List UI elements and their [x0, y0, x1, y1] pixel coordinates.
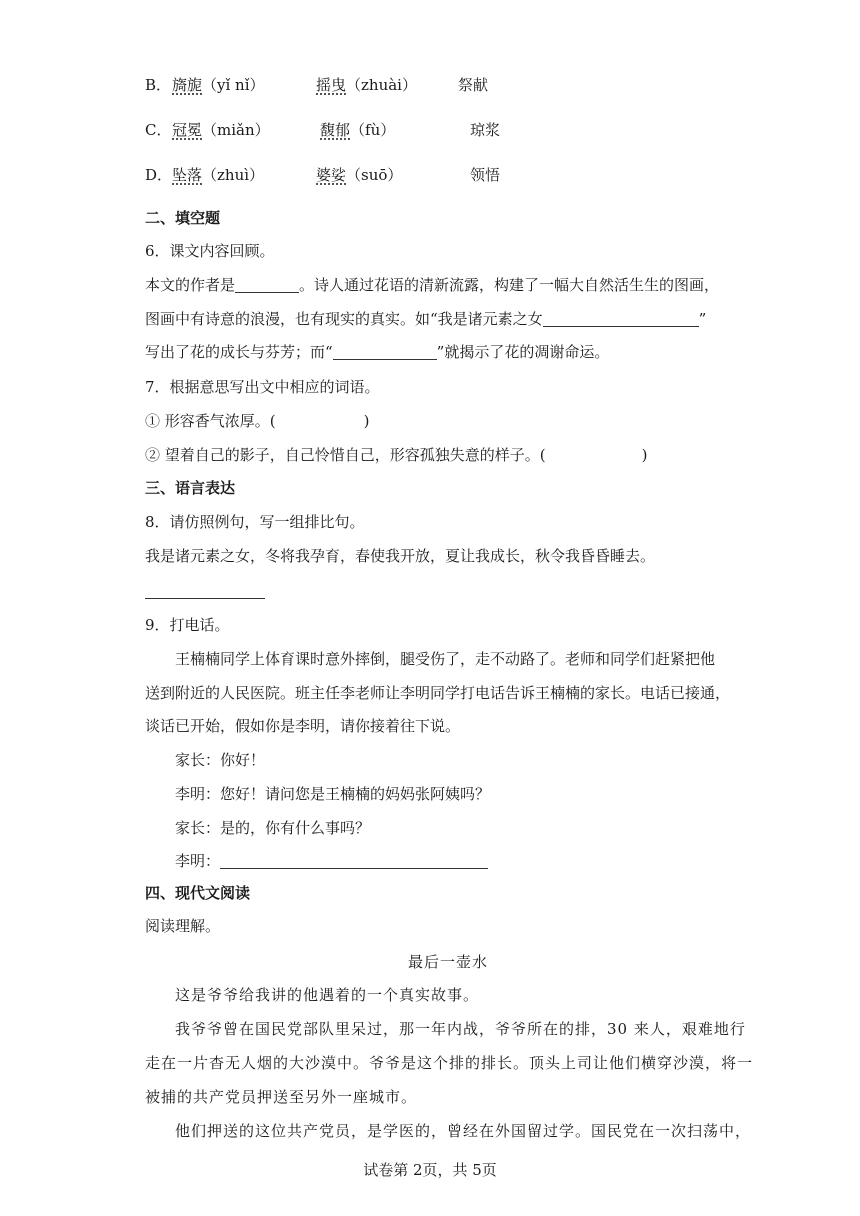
option-c-label: C．	[145, 121, 172, 139]
q9-paragraph-line-1: 王楠楠同学上体育课时意外摔倒，腿受伤了，走不动路了。老师和同学们赶紧把他	[175, 650, 716, 668]
passage-paragraph-2-line-2: 走在一片杳无人烟的大沙漠中。爷爷是这个排的排长。顶头上司让他们横穿沙漠，将一	[145, 1054, 754, 1072]
option-c-word2-pinyin: （fù）	[350, 121, 396, 139]
q6-line-2	[145, 312, 706, 327]
option-d-label: D．	[145, 166, 173, 184]
q6-line-1-text-b: 。诗人通过花语的清新流露，构建了一幅大自然活生生的图画，	[299, 276, 720, 294]
q6-author-blank[interactable]	[235, 278, 299, 293]
option-c-word2	[320, 123, 395, 138]
option-b-label: B．	[145, 76, 172, 94]
dialogue-line-3: 家长：是的，你有什么事吗？	[175, 819, 371, 837]
q6-wither-blank[interactable]	[333, 345, 437, 360]
q9-paragraph-line-2: 送到附近的人民医院。班主任李老师让李明同学打电话告诉王楠楠的家长。电话已接通，	[145, 684, 731, 702]
option-c-word3: 琼浆	[470, 121, 501, 139]
option-b-word1-pinyin: （yǐ nǐ）	[202, 76, 265, 94]
q8-title: 8．请仿照例句，写一组排比句。	[145, 513, 365, 531]
q6-line-2-text-b: ”	[698, 310, 707, 328]
option-b-word1-text: 旖旎	[172, 76, 203, 94]
q8-answer-line[interactable]	[145, 598, 265, 599]
q7-item-2	[145, 448, 647, 463]
option-d-word1	[172, 168, 264, 183]
option-d-word1-pinyin: （zhuì）	[202, 166, 265, 184]
dialogue-line-1: 家长：你好！	[175, 751, 266, 769]
option-c-word1-pinyin: （miǎn）	[202, 121, 270, 139]
option-d-word1-text: 坠落	[172, 166, 203, 184]
option-d-word3: 领悟	[470, 166, 501, 184]
q6-growth-blank[interactable]	[543, 312, 699, 327]
reading-intro: 阅读理解。	[145, 917, 221, 935]
passage-paragraph-3: 他们押送的这位共产党员，是学医的，曾经在外国留过学。国民党在一次扫荡中，	[175, 1122, 752, 1140]
option-d-word2	[316, 168, 402, 183]
page-footer: 试卷第 2页，共 5页	[363, 1161, 497, 1179]
dialogue-line-2: 李明：您好！请问您是王楠楠的妈妈张阿姨吗？	[175, 785, 491, 803]
q6-line-3	[145, 345, 609, 360]
option-b-word3: 祭献	[458, 76, 489, 94]
q9-answer-blank[interactable]	[220, 854, 488, 869]
option-b-word2-text: 摇曳	[316, 76, 347, 94]
q9-title: 9．打电话。	[145, 616, 230, 634]
q8-example: 我是诸元素之女，冬将我孕育，春使我开放，夏让我成长，秋令我昏昏睡去。	[145, 547, 656, 565]
q6-line-3-text-b: ”就揭示了花的凋谢命运。	[436, 343, 610, 361]
q7-item-1-close: )	[363, 412, 370, 430]
section-3-heading: 三、语言表达	[145, 479, 236, 497]
q7-item-2-text: ② 望着自己的影子，自己怜惜自己，形容孤独失意的样子。(	[145, 446, 546, 464]
q6-line-1	[145, 278, 719, 293]
passage-title: 最后一壶水	[408, 953, 489, 971]
option-d-word2-pinyin: （suō）	[346, 166, 403, 184]
passage-paragraph-2-line-3: 被捕的共产党员押送至另外一座城市。	[145, 1088, 418, 1106]
option-c-word2-text: 馥郁	[320, 121, 351, 139]
q7-item-2-close: )	[641, 446, 648, 464]
dialogue-line-4-speaker: 李明：	[175, 852, 221, 870]
q7-item-1	[145, 414, 369, 429]
q9-paragraph-line-3: 谈话已开始，假如你是李明，请你接着往下说。	[145, 717, 461, 735]
option-b-word2-pinyin: （zhuài）	[346, 76, 417, 94]
section-4-heading: 四、现代文阅读	[145, 884, 251, 902]
q6-title: 6．课文内容回顾。	[145, 242, 275, 260]
q7-title: 7．根据意思写出文中相应的词语。	[145, 378, 380, 396]
option-d-word2-text: 婆娑	[316, 166, 347, 184]
option-c-word1	[172, 123, 270, 138]
q6-line-1-text-a: 本文的作者是	[145, 276, 236, 294]
section-2-heading: 二、填空题	[145, 209, 221, 227]
q6-line-2-text-a: 图画中有诗意的浪漫，也有现实的真实。如“我是诸元素之女	[145, 310, 543, 328]
dialogue-line-4	[175, 854, 488, 869]
passage-paragraph-1: 这是爷爷给我讲的他遇着的一个真实故事。	[175, 986, 480, 1004]
option-b-word2	[316, 78, 417, 93]
q6-line-3-text-a: 写出了花的成长与芬芳；而“	[145, 343, 333, 361]
q7-item-1-text: ① 形容香气浓厚。(	[145, 412, 276, 430]
option-b-word1	[172, 78, 265, 93]
option-c-word1-text: 冠冕	[172, 121, 203, 139]
passage-paragraph-2-line-1: 我爷爷曾在国民党部队里呆过，那一年内战，爷爷所在的排，30 来人，艰难地行	[175, 1020, 746, 1038]
